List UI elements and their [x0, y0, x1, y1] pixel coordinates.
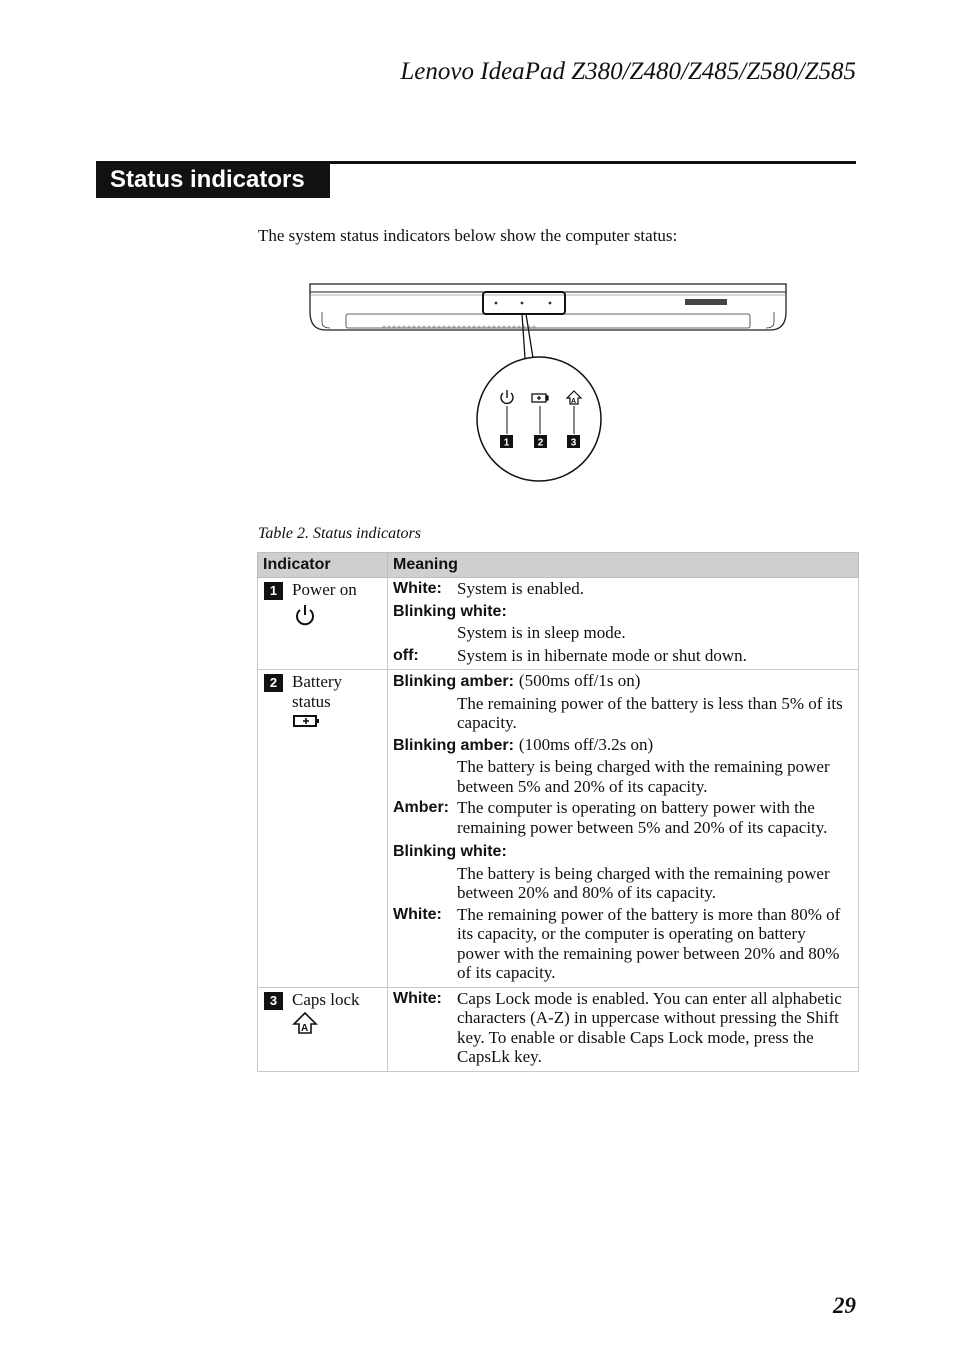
state-text: System is in sleep mode. — [457, 623, 626, 642]
column-header-meaning: Meaning — [388, 553, 859, 578]
caps-lock-icon — [292, 1011, 318, 1035]
row-number-badge: 1 — [264, 582, 283, 600]
svg-text:1: 1 — [503, 437, 510, 449]
callout-2 — [534, 435, 547, 449]
state-key: White: — [393, 580, 442, 597]
callout-3 — [567, 435, 580, 449]
row-number-badge: 3 — [264, 992, 283, 1010]
indicator-cell — [258, 670, 388, 988]
meaning-cell — [388, 670, 859, 988]
state-text: The remaining power of the battery is less than 5% of its capacity. — [457, 693, 843, 732]
state-text: System is in hibernate mode or shut down. — [457, 645, 747, 665]
table-caption: Table 2. Status indicators — [258, 525, 421, 542]
state-key: Blinking white: — [393, 602, 507, 620]
svg-text:A: A — [571, 398, 577, 405]
state-note: (100ms off/3.2s on) — [518, 734, 654, 754]
state-text: The battery is being charged with the remaining power between 5% and 20% of its capacity. — [457, 757, 830, 796]
indicator-label: Caps lock — [292, 989, 360, 1009]
meaning-cell — [388, 987, 859, 1071]
power-icon — [292, 602, 318, 628]
state-key: off: — [393, 646, 419, 664]
table-row — [258, 670, 859, 988]
svg-text:3: 3 — [570, 437, 577, 449]
state-key: Blinking white: — [393, 843, 507, 860]
state-text: The computer is operating on battery power with the remaining power between 5% and 20% of its capacity. — [457, 798, 828, 837]
laptop-front-diagram — [300, 278, 790, 488]
indicator-cell — [258, 987, 388, 1071]
state-text: System is enabled. — [457, 579, 585, 598]
intro-text: The system status indicators below show the computer status: — [258, 226, 678, 245]
state-text: The battery is being charged with the remaining power between 20% and 80% of its capacity. — [457, 863, 830, 902]
state-note: (500ms off/1s on) — [518, 671, 641, 690]
state-key: White: — [393, 989, 442, 1007]
meaning-cell — [388, 578, 859, 670]
row-number-badge: 2 — [264, 674, 283, 692]
battery-icon — [292, 713, 322, 729]
svg-text:A: A — [301, 1023, 309, 1034]
state-key: Amber: — [393, 799, 450, 816]
column-header-indicator: Indicator — [258, 553, 388, 578]
state-key: Blinking amber: — [393, 736, 514, 754]
section-title: Status indicators — [96, 161, 330, 198]
page-number: 29 — [833, 1293, 856, 1318]
indicator-label: Power on — [292, 580, 357, 599]
status-table — [257, 552, 859, 1072]
state-text: Caps Lock mode is enabled. You can enter all alphabetic characters (A-Z) in uppercase without pressing the Shift key. To enable or disable Caps Lock mode, press the CapsLk key. — [457, 988, 842, 1066]
state-text: The remaining power of the battery is more than 80% of its capacity, or the computer is operating on battery power with the remaining power between 20% and 80% of its capacity. — [457, 904, 841, 982]
callout-1 — [500, 435, 513, 449]
header-title: Lenovo IdeaPad Z380/Z480/Z485/Z580/Z585 — [400, 58, 856, 85]
table-row — [258, 987, 859, 1071]
state-key: White: — [393, 905, 442, 923]
svg-text:2: 2 — [537, 437, 544, 449]
state-key: Blinking amber: — [393, 673, 514, 690]
table-row — [258, 578, 859, 670]
indicator-label: Battery status — [292, 672, 343, 711]
indicator-cell — [258, 578, 388, 670]
